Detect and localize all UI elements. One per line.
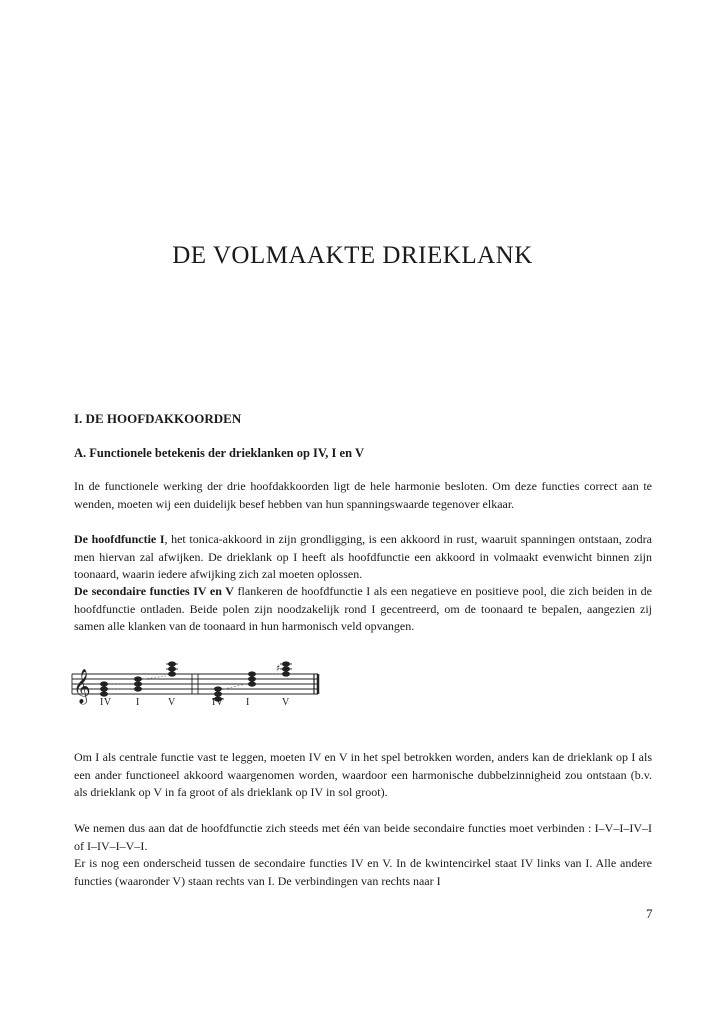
paragraph-3 <box>74 583 652 636</box>
chord-label: V <box>168 697 176 708</box>
paragraph-3-lead: De secondaire functies IV en V <box>74 584 234 598</box>
chord-label: I <box>136 697 140 708</box>
chord-label: IV <box>100 697 112 708</box>
section-heading: I. DE HOOFDAKKOORDEN <box>74 411 242 426</box>
chord-label: I <box>246 697 250 708</box>
subsection-heading: A. Functionele betekenis der drieklanken op IV, I en V <box>74 446 364 460</box>
paragraph-3-body: flankeren de hoofdfunctie I als een negatieve en positieve pool, die zich beiden in de hoofdfunctie ontladen. Beide polen zijn noodzakelijk rond I gecentreerd, om de toonaard te bepalen, aangezien zij samen alle klanken van de toonaard in hun harmonisch veld opvangen. <box>74 584 652 633</box>
paragraph-4: Om I als centrale functie vast te leggen, moeten IV en V in het spel betrokken worden, anders kan de drieklank op I als een ander functioneel akkoord waargenomen worden, waardoor een harmonische dubbelzinnigheid zou ontstaan (b.v. als drieklank op V in fa groot of als drieklank op IV in sol groot). <box>74 750 652 799</box>
page-number: 7 <box>646 906 653 921</box>
paragraph-1: In de functionele werking der drie hoofdakkoorden ligt de hele harmonie besloten. Om deze functies correct aan te wenden, moeten wij een duidelijk besef hebben van hun spanningswaarde tegenover elkaar. <box>74 479 652 511</box>
paragraph-2-body: , het tonica-akkoord in zijn grondligging, is een akkoord in rust, waaruit spanningen ontstaan, zodra men hiervan zal afwijken. De drieklank op I heeft als hoofdfunctie een akkoord in volmaakt evenwicht binnen zijn toonaard, waarin iedere afwijking zich zal moeten oplossen. <box>74 532 652 581</box>
paragraph-6: Er is nog een onderscheid tussen de secondaire functies IV en V. In de kwintencirkel staat IV links van I. Alle andere functies (waaronder V) staan rechts van I. De verbindingen van rechts naar I <box>74 856 652 888</box>
chord-label: IV <box>212 697 224 708</box>
chord-labels <box>0 697 705 713</box>
chord-label: V <box>282 697 290 708</box>
sharp-icon: ♯ <box>276 664 281 674</box>
page-title: DE VOLMAAKTE DRIEKLANK <box>172 242 533 269</box>
chord-noteheads <box>100 661 290 701</box>
paragraph-5: We nemen dus aan dat de hoofdfunctie zich steeds met één van beide secondaire functies moet verbinden : I–V–I–IV–I of I–IV–I–V–I. <box>74 821 652 853</box>
paragraph-2-lead: De hoofdfunctie I <box>74 532 165 546</box>
treble-clef-icon: 𝄞 <box>73 669 91 704</box>
paragraph-2 <box>74 531 652 584</box>
